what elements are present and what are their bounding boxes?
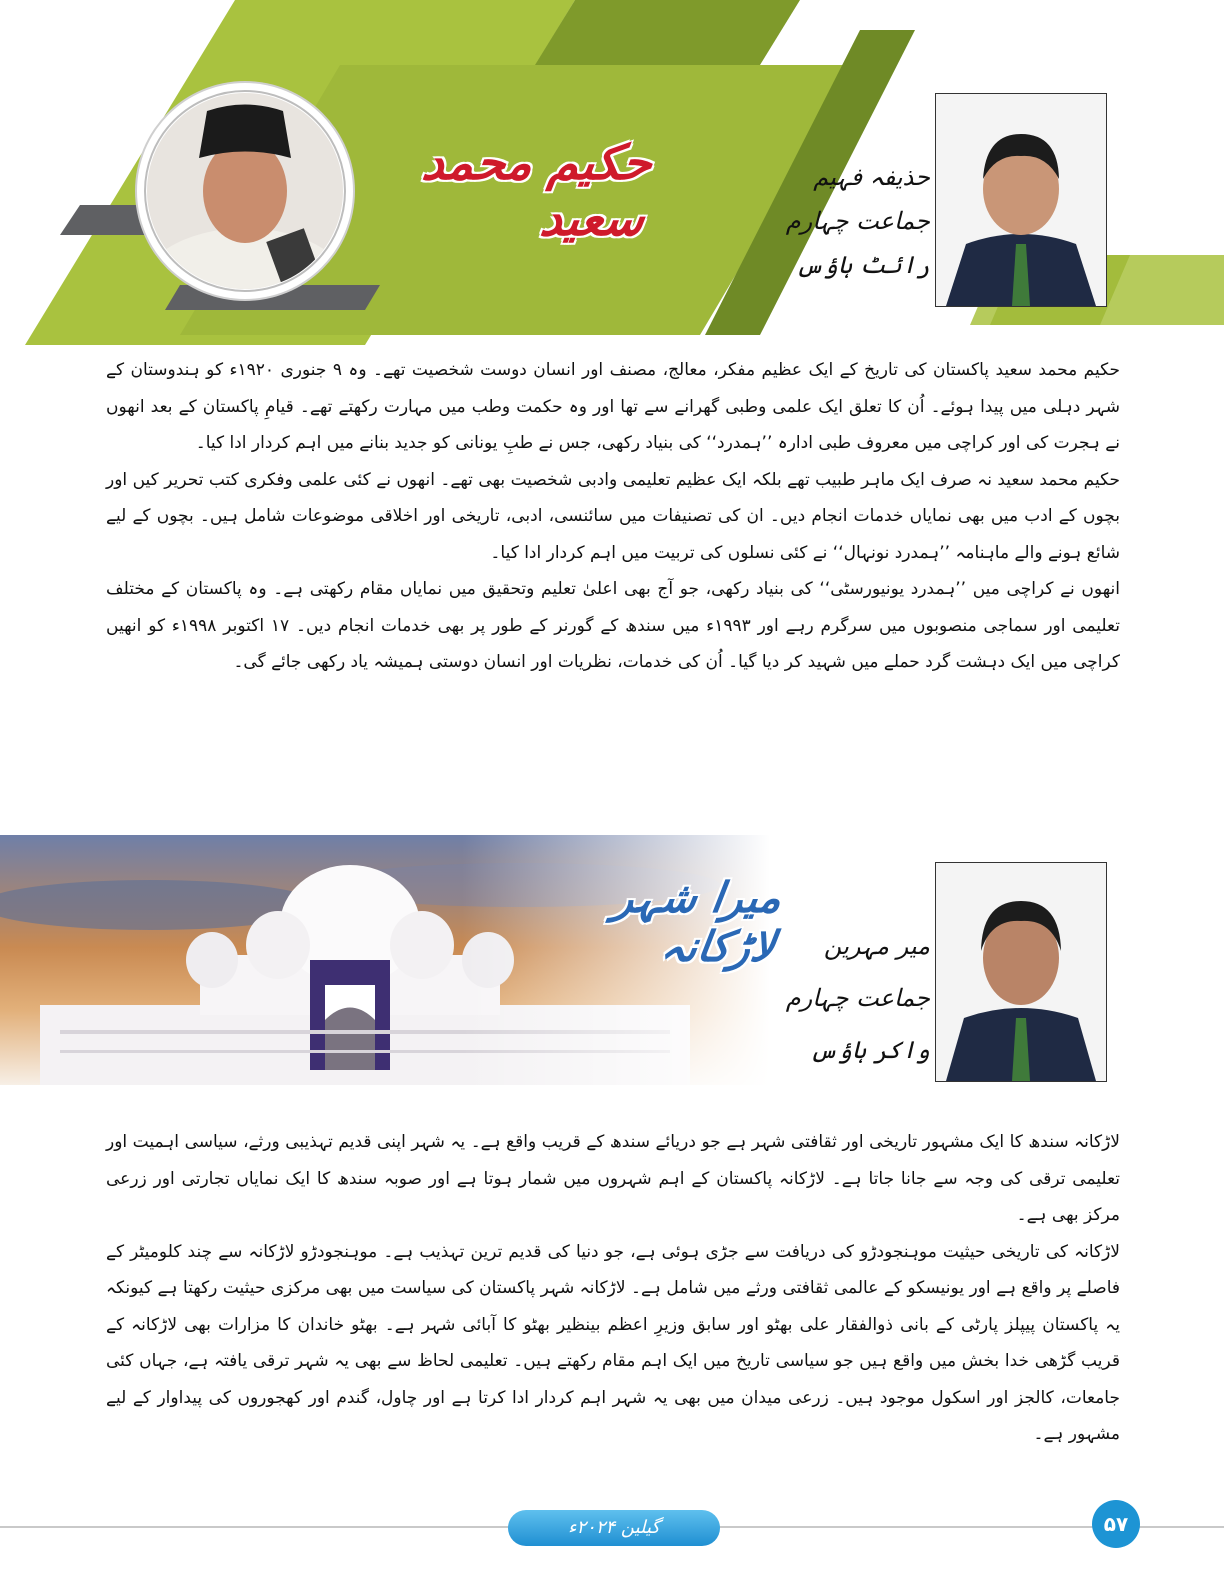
author-1-house: رائٹ ہاؤس: [795, 251, 930, 279]
face-shape: [203, 139, 287, 243]
article-2-paragraph: لاڑکانہ کی تاریخی حیثیت موہنجودڑو کی دریافت سے جڑی ہوئی ہے، جو دنیا کی قدیم ترین تہذیب ہے۔ موہنجودڑو لاڑکانہ سے چند کلومیٹر کے فاصلے پر واقع ہے اور یونیسکو کے عالمی ثقافتی ورثے میں شامل ہے۔ لاڑکانہ شہر پاکستان کی سیاست میں بھی مرکزی حیثیت رکھتا ہے کیونکہ یہ پاکستان پیپلز پارٹی کے بانی ذوالفقار علی بھٹو اور سابق وزیرِ اعظم بینظیر بھٹو کا آبائی شہر ہے۔ بھٹو خاندان کا مزارات بھی لاڑکانہ کے قریب گڑھی خدا بخش میں واقع ہیں جو سیاسی تاریخ میں ایک اہم مقام رکھتے ہیں۔ تعلیمی لحاظ سے بھی یہ شہر ترقی یافتہ ہے، جہاں کئی جامعات، کالجز اور اسکول موجود ہیں۔ زرعی میدان میں بھی یہ شہر اہم کردار ادا کرتا ہے اور چاول، گندم اور کھجوروں کی پیداوار کے لیے مشہور ہے۔: [106, 1241, 1120, 1444]
banner-1: [0, 0, 1224, 345]
article-1-byline: [735, 155, 930, 287]
page-number-badge: ۵۷: [1092, 1500, 1140, 1548]
article-2-title: میرا شہر لاڑکانہ: [610, 873, 785, 971]
article-2-body: [106, 1124, 1120, 1453]
footer-magazine-pill: گیلین ۲۰۲۴ء: [508, 1510, 720, 1546]
article-1-paragraph: انھوں نے کراچی میں ’’ہمدرد یونیورسٹی‘‘ کی بنیاد رکھی، جو آج بھی اعلیٰ تعلیم وتحقیق میں نمایاں مقام رکھتی ہے۔ وہ پاکستان کے مختلف تعلیمی اور سماجی منصوبوں میں سرگرم رہے اور ۱۹۹۳ء میں سندھ کے گورنر کے طور پر بھی خدمات انجام دیں۔ ۱۷ اکتوبر ۱۹۹۸ء کو انھیں کراچی میں ایک دہشت گرد حملے میں شہید کر دیا گیا۔ اُن کی خدمات، نظریات اور انسان دوستی ہمیشہ یاد رکھی جائے گی۔: [106, 579, 1120, 672]
portrait-hakeem-circle: [137, 83, 353, 299]
author-1-photo: [935, 93, 1107, 307]
article-2-paragraph: لاڑکانہ سندھ کا ایک مشہور تاریخی اور ثقافتی شہر ہے جو دریائے سندھ کے قریب واقع ہے۔ یہ شہر اپنی قدیم تہذیبی ورثے، سیاسی اہمیت اور تعلیمی ترقی کی وجہ سے جانا جاتا ہے۔ لاڑکانہ پاکستان کے اہم شہروں میں شمار ہوتا ہے اور صوبہ سندھ کا ایک نمایاں تجارتی اور زرعی مرکز بھی ہے۔: [106, 1132, 1120, 1225]
cap-shape: [199, 105, 291, 159]
author-2-class: جماعت چہارم: [785, 984, 930, 1012]
banner-2: [0, 835, 1224, 1085]
author-2-house: واکر ہاؤس: [809, 1036, 930, 1064]
author-1-name: حذیفہ فہیم: [813, 163, 930, 191]
article-2-byline: [745, 920, 930, 1076]
author-1-class: جماعت چہارم: [785, 207, 930, 235]
article-1-paragraph: حکیم محمد سعید پاکستان کی تاریخ کے ایک عظیم مفکر، معالج، مصنف اور انسان دوست شخصیت تھے۔ وہ ۹ جنوری ۱۹۲۰ء کو ہندوستان کے شہر دہلی میں پیدا ہوئے۔ اُن کا تعلق ایک علمی وطبی گھرانے سے تھا اور وہ حکمت وطب میں مہارت رکھتے تھے۔ قیامِ پاکستان کے بعد انھوں نے ہجرت کی اور کراچی میں معروف طبی ادارہ ’’ہمدرد‘‘ کی بنیاد رکھی، جس نے طبِ یونانی کو جدید بنانے میں اہم کردار ادا کیا۔: [106, 360, 1120, 453]
author-2-photo: [935, 862, 1107, 1082]
article-1-title: حکیم محمد سعید: [419, 135, 656, 247]
article-1-paragraph: حکیم محمد سعید نہ صرف ایک ماہر طبیب تھے بلکہ ایک عظیم تعلیمی وادبی شخصیت بھی تھے۔ انھوں نے کئی علمی وفکری کتب تحریر کیں اور بچوں کے ادب میں بھی نمایاں خدمات انجام دیں۔ ان کی تصنیفات میں سائنسی، ادبی، تاریخی اور اخلاقی موضوعات شامل ہیں۔ بچوں کے لیے شائع ہونے والے ماہنامہ ’’ہمدرد نونہال‘‘ نے کئی نسلوں کی تربیت میں اہم کردار ادا کیا۔: [106, 469, 1120, 563]
author-2-name: میر مہرین: [823, 932, 930, 960]
article-1-body: [106, 352, 1120, 681]
